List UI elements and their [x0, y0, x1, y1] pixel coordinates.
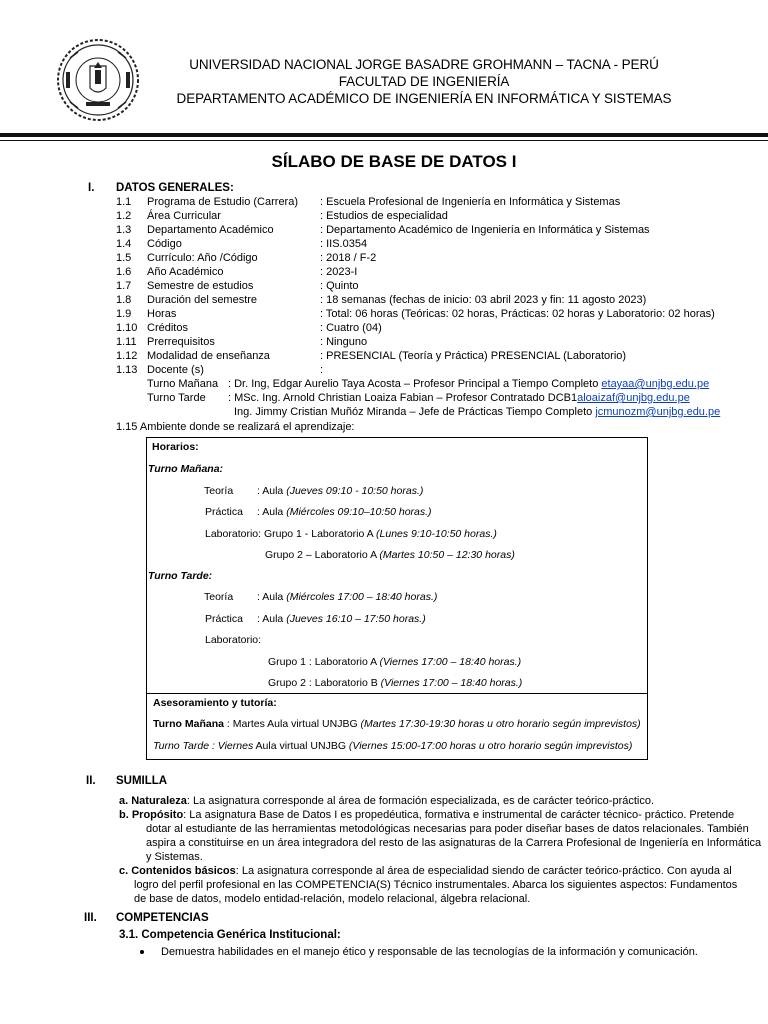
sumilla-proposito-line4: y Sistemas. [146, 851, 203, 863]
sumilla-contenidos: c. Contenidos básicos: La asignatura corresponde al área de especialidad siendo de carácter teórico-práctico. Con ayuda al [119, 865, 732, 877]
item-label: Duración del semestre [147, 294, 258, 306]
item-label: Área Curricular [147, 210, 221, 222]
bullet-icon [140, 950, 144, 954]
manana-teoria-schedule: : Aula (Jueves 09:10 - 10:50 horas.) [257, 485, 424, 497]
general-data-row [0, 266, 768, 280]
item-label: Año Académico [147, 266, 224, 278]
general-data-row [0, 280, 768, 294]
item-value: : IIS.0354 [320, 238, 368, 250]
email-link-etayaa[interactable]: etayaa@unjbg.edu.pe [601, 378, 710, 390]
tarde-teoria-schedule: : Aula (Miércoles 17:00 – 18:40 horas.) [257, 591, 438, 603]
docente-jefe-line: Ing. Jimmy Cristian Muñóz Miranda – Jefe de Prácticas Tiempo Completo jcmunozm@unjbg.edu.pe [234, 406, 721, 418]
sumilla-proposito-line3: aspira a constituirse en un área integradora del resto de las asignaturas de la Carrera Profesional de Ingeniería en Informática [146, 837, 762, 849]
item-label: Prerrequisitos [147, 336, 215, 348]
item-number: 1.10 [116, 322, 138, 334]
item-number: 1.5 [116, 252, 132, 264]
docente-manana-line: : Dr. Ing, Edgar Aurelio Taya Acosta – Profesor Principal a Tiempo Completo etayaa@unjbg.edu.pe [228, 378, 710, 390]
general-data-row [0, 322, 768, 336]
manana-lab-grupo1: Laboratorio: Grupo 1 - Laboratorio A (Lunes 9:10-10:50 horas.) [205, 528, 497, 540]
horarios-title: Horarios: [152, 441, 199, 453]
item-label: Programa de Estudio (Carrera) [147, 196, 299, 208]
item-value: : Departamento Académico de Ingeniería en Informática y Sistemas [320, 224, 650, 236]
item-number: 1.8 [116, 294, 132, 306]
section-1-title: DATOS GENERALES: [116, 182, 234, 194]
manana-teoria-label: Teoría [204, 485, 234, 497]
item-value: : Cuatro (04) [320, 322, 382, 334]
item-value: : Estudios de especialidad [320, 210, 448, 222]
item-number: 1.2 [116, 210, 132, 222]
item-label: Créditos [147, 322, 188, 334]
turno-tarde-title: Turno Tarde: [148, 570, 213, 582]
item-label: Departamento Académico [147, 224, 274, 236]
general-data-row [0, 364, 768, 378]
tarde-teoria-label: Teoría [204, 591, 234, 603]
general-data-row [0, 350, 768, 364]
item-value: : Ninguno [320, 336, 368, 348]
schedule-box-divider [146, 693, 648, 694]
manana-practica-label: Práctica [205, 506, 243, 518]
competencia-bullet-text: Demuestra habilidades en el manejo ético y responsable de las tecnologías de la información y comunicación. [161, 946, 698, 958]
item-label: Código [147, 238, 182, 250]
docente-manana-turno: Turno Mañana [147, 378, 219, 390]
item-label: Currículo: Año /Código [147, 252, 258, 264]
sumilla-proposito-line2: dotar al estudiante de las herramientas metodológicas necesarias para poder diseñar bases de datos relacionales. También [146, 823, 749, 835]
email-link-jcmunozm[interactable]: jcmunozm@unjbg.edu.pe [595, 406, 721, 418]
tarde-practica-label: Práctica [205, 613, 243, 625]
tarde-lab-grupo1: Grupo 1 : Laboratorio A (Viernes 17:00 – 18:40 horas.) [268, 656, 522, 668]
general-data-row [0, 294, 768, 308]
sumilla-contenidos-line3: de base de datos, modelo entidad-relación, modelo relacional, álgebra relacional. [134, 893, 531, 905]
tarde-lab-grupo2: Grupo 2 : Laboratorio B (Viernes 17:00 – 18:40 horas.) [268, 677, 523, 689]
competencia-generica-title: 3.1. Competencia Genérica Institucional: [119, 929, 341, 941]
item-label: Horas [147, 308, 177, 320]
department-name: DEPARTAMENTO ACADÉMICO DE INGENIERÍA EN INFORMÁTICA Y SISTEMAS [176, 91, 672, 106]
general-data-row [0, 308, 768, 322]
section-3-title: COMPETENCIAS [116, 912, 209, 924]
section-3-number: III. [84, 912, 97, 924]
document-title: SÍLABO DE BASE DE DATOS I [271, 152, 517, 171]
item-number: 1.13 [116, 364, 138, 376]
manana-practica-schedule: : Aula (Miércoles 09:10–10:50 horas.) [257, 506, 432, 518]
item-value: : 18 semanas (fechas de inicio: 03 abril 2023 y fin: 11 agosto 2023) [320, 294, 647, 306]
general-data-list [0, 196, 768, 378]
item-value: : PRESENCIAL (Teoría y Práctica) PRESENCIAL (Laboratorio) [320, 350, 627, 362]
item-number: 1.7 [116, 280, 132, 292]
sumilla-proposito: b. Propósito: La asignatura Base de Datos I es propedéutica, formativa e instrumental de carácter técnico- práctico. Pretende [119, 809, 735, 821]
ambiente-label: 1.15 Ambiente donde se realizará el aprendizaje: [116, 421, 355, 433]
tutoria-tarde: Turno Tarde : Viernes Aula virtual UNJBG (Viernes 15:00-17:00 horas u otro horario según imprevistos) [153, 740, 633, 752]
item-value: : Escuela Profesional de Ingeniería en Informática y Sistemas [320, 196, 621, 208]
item-number: 1.1 [116, 196, 132, 208]
item-value: : Quinto [320, 280, 359, 292]
item-value: : 2018 / F-2 [320, 252, 377, 264]
item-value: : Total: 06 horas (Teóricas: 02 horas, Prácticas: 02 horas y Laboratorio: 02 horas) [320, 308, 715, 320]
item-number: 1.11 [116, 336, 137, 348]
turno-manana-title: Turno Mañana: [148, 463, 224, 475]
general-data-row [0, 224, 768, 238]
general-data-row [0, 238, 768, 252]
item-number: 1.12 [116, 350, 138, 362]
section-2-number: II. [86, 775, 96, 787]
tarde-lab-label: Laboratorio: [205, 634, 262, 646]
manana-lab-grupo2: Grupo 2 – Laboratorio A (Martes 10:50 – 12:30 horas) [265, 549, 515, 561]
tutoria-manana: Turno Mañana : Martes Aula virtual UNJBG (Martes 17:30-19:30 horas u otro horario según imprevistos) [153, 718, 641, 730]
header-divider [0, 133, 768, 137]
university-name: UNIVERSIDAD NACIONAL JORGE BASADRE GROHMANN – TACNA - PERÚ [189, 57, 659, 72]
item-number: 1.4 [116, 238, 132, 250]
item-label: Semestre de estudios [147, 280, 254, 292]
email-link-aloaizaf[interactable]: aloaizaf@unjbg.edu.pe [577, 392, 690, 404]
item-number: 1.6 [116, 266, 132, 278]
tarde-practica-schedule: : Aula (Jueves 16:10 – 17:50 horas.) [257, 613, 426, 625]
item-number: 1.9 [116, 308, 132, 320]
general-data-row [0, 336, 768, 350]
general-data-row [0, 196, 768, 210]
docente-tarde-turno: Turno Tarde [147, 392, 206, 404]
general-data-row [0, 210, 768, 224]
item-label: Modalidad de enseñanza [147, 350, 270, 362]
section-2-title: SUMILLA [116, 775, 168, 787]
item-value: : 2023-I [320, 266, 358, 278]
item-value: : [320, 364, 324, 376]
docente-tarde-line: : MSc. Ing. Arnold Christian Loaiza Fabian – Profesor Contratado DCB1aloaizaf@unjbg.edu.pe [228, 392, 690, 404]
item-label: Docente (s) [147, 364, 204, 376]
section-1-number: I. [88, 182, 95, 194]
general-data-row [0, 252, 768, 266]
sumilla-naturaleza: a. Naturaleza: La asignatura corresponde al área de formación especializada, es de carácter teórico-práctico. [119, 795, 655, 807]
header-divider-thin [0, 140, 768, 141]
sumilla-contenidos-line2: logro del perfil profesional en las COMPETENCIA(S) Técnico instrumentales. Abarca los siguientes aspectos: Fundamentos [134, 879, 738, 891]
item-number: 1.3 [116, 224, 132, 236]
faculty-name: FACULTAD DE INGENIERÍA [338, 74, 510, 89]
tutoria-title: Asesoramiento y tutoría: [153, 697, 277, 709]
